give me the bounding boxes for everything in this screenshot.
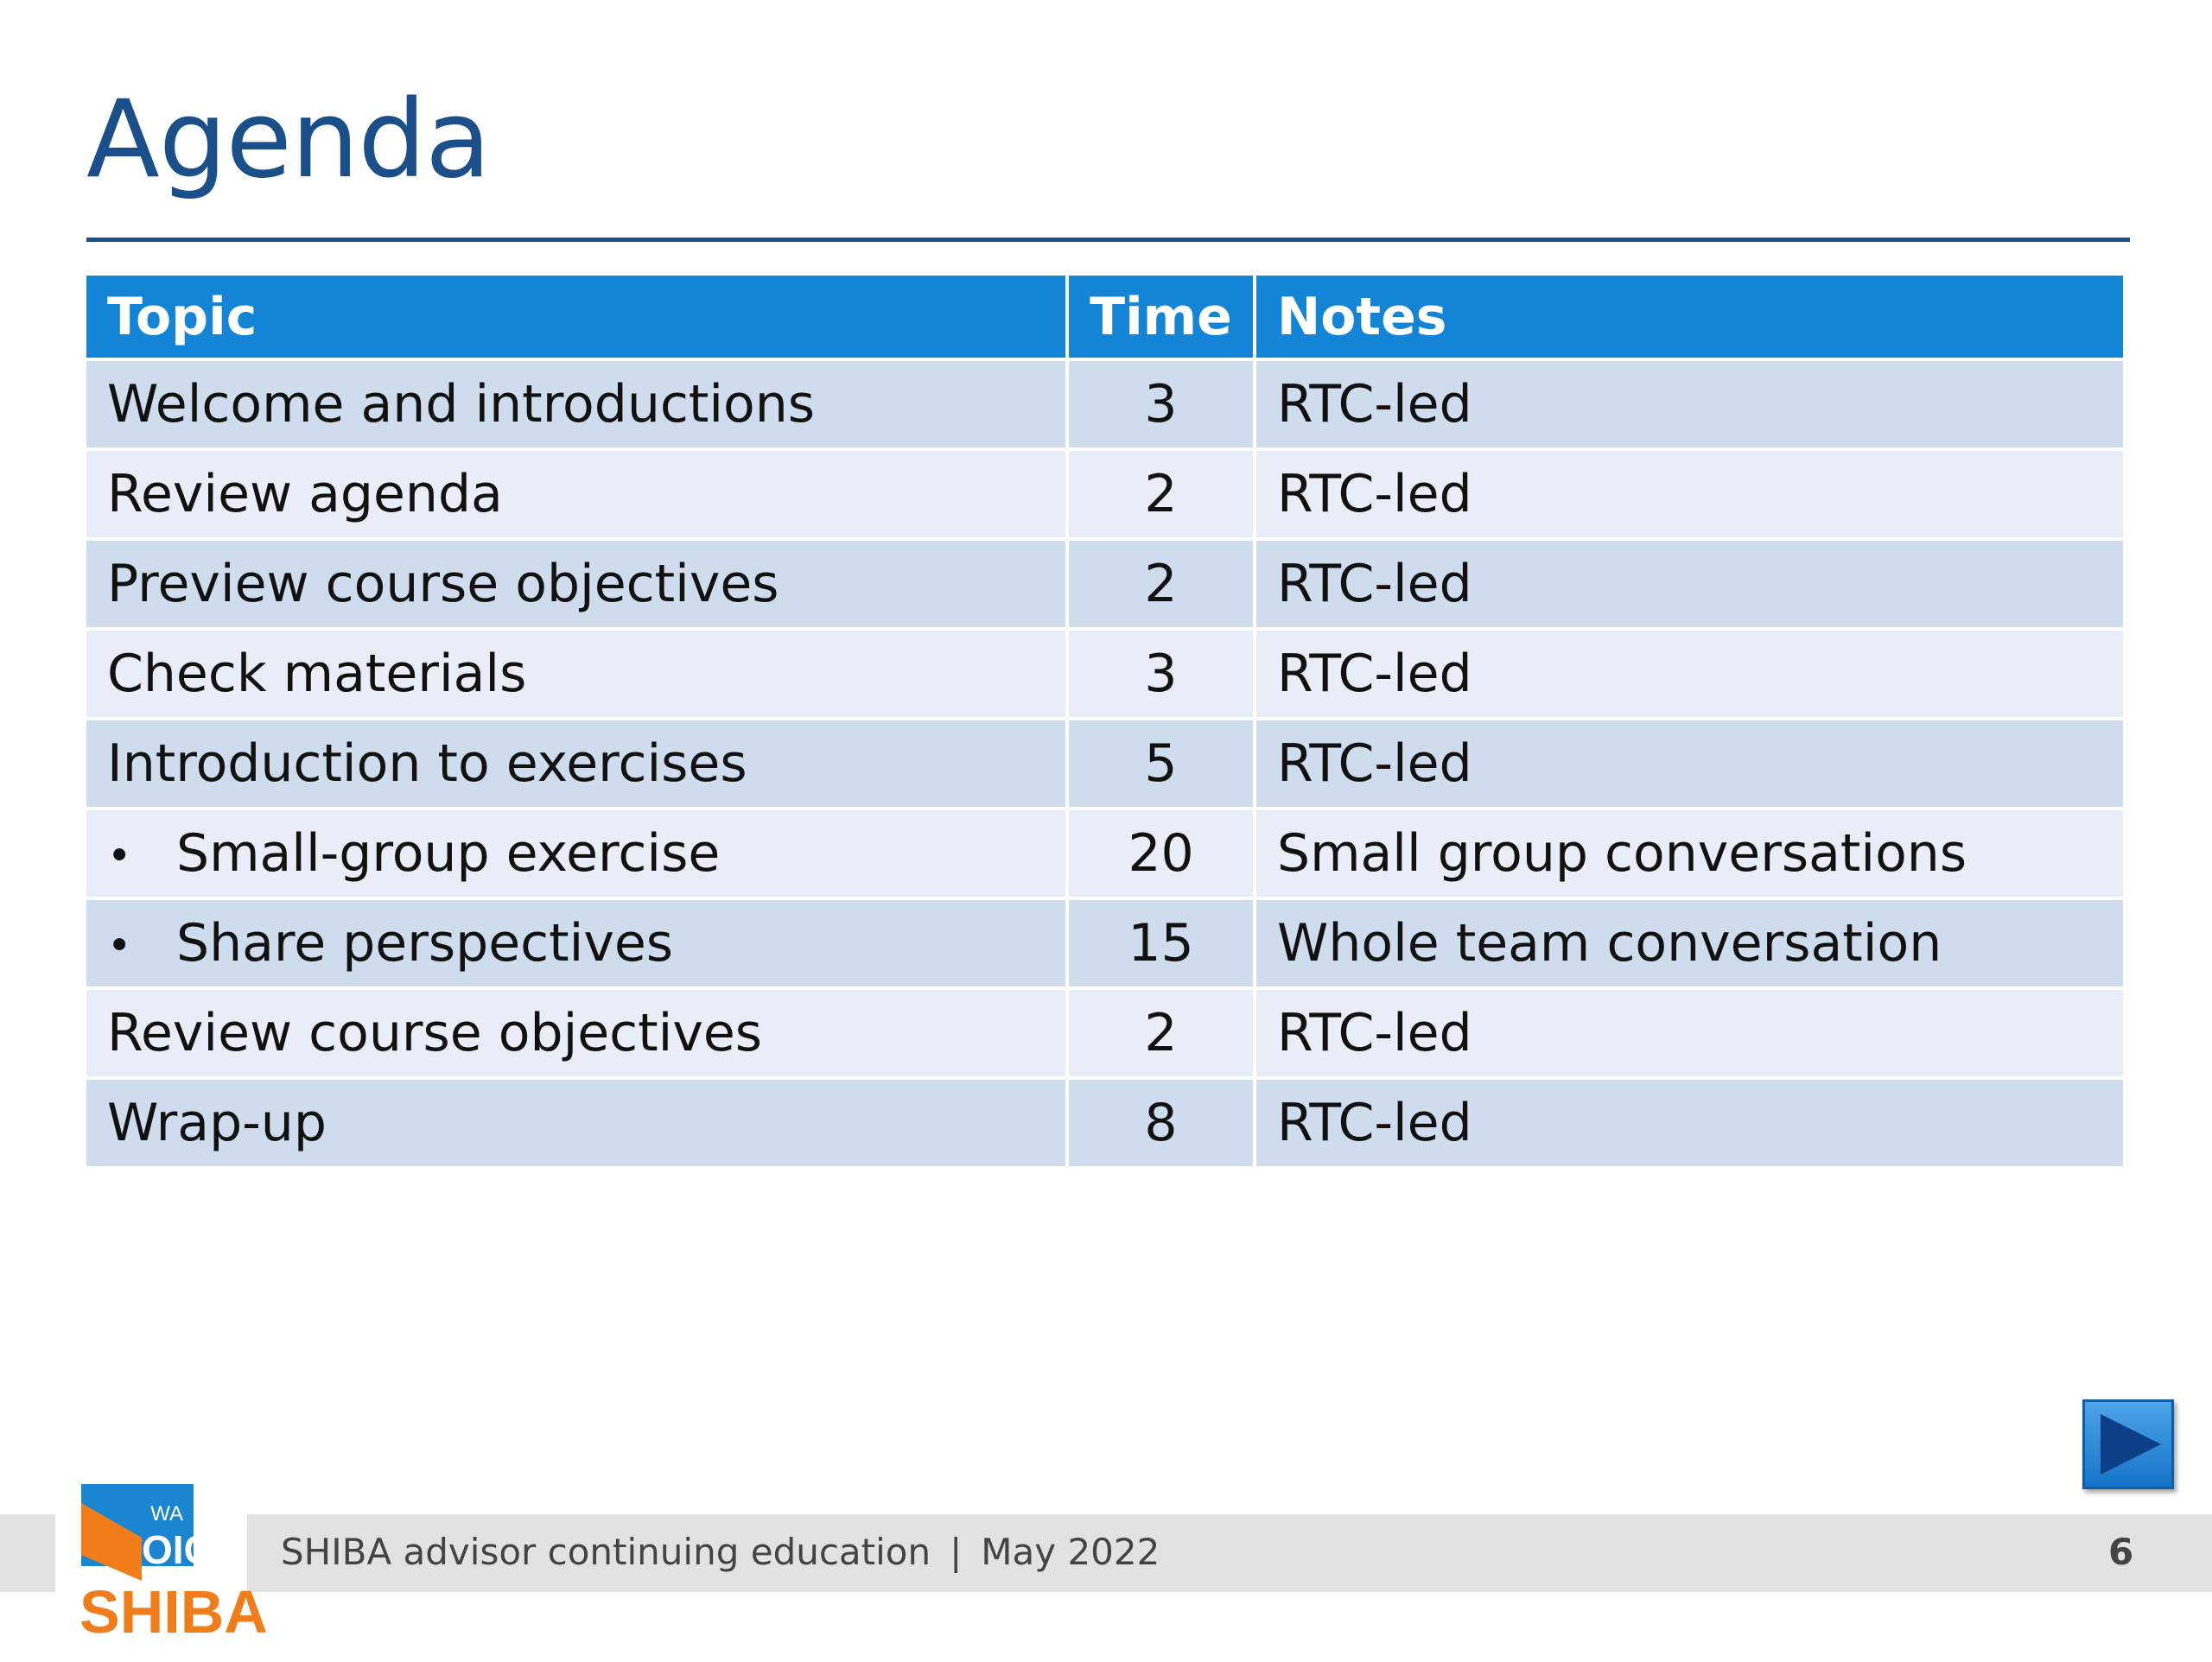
topic-cell [86, 631, 1065, 717]
table-row [86, 361, 2123, 447]
header-time: Time [1069, 276, 1253, 358]
footer-text [281, 1531, 1160, 1573]
time-cell: 2 [1069, 990, 1253, 1076]
table-row [86, 541, 2123, 627]
slide-title: Agenda [86, 78, 491, 202]
bullet-icon: • [107, 922, 132, 971]
topic-text: Wrap-up [107, 1093, 327, 1153]
logo-shiba: SHIBA [79, 1578, 268, 1646]
table-row [86, 990, 2123, 1076]
notes-cell: RTC-led [1256, 631, 2123, 717]
notes-cell: RTC-led [1256, 1080, 2123, 1166]
logo-graphic [55, 1469, 268, 1659]
time-cell: 5 [1069, 720, 1253, 807]
topic-text: Check materials [107, 644, 527, 704]
header-notes: Notes [1256, 276, 2123, 358]
time-cell: 15 [1069, 900, 1253, 986]
time-cell: 2 [1069, 541, 1253, 627]
topic-cell [86, 1080, 1065, 1166]
topic-text: Review agenda [107, 464, 503, 524]
next-slide-button[interactable] [2082, 1399, 2174, 1489]
topic-text: Preview course objectives [107, 554, 779, 614]
topic-cell [86, 990, 1065, 1076]
footer-separator: | [950, 1531, 963, 1573]
topic-text: Share perspectives [176, 913, 674, 974]
notes-cell: RTC-led [1256, 990, 2123, 1076]
topic-cell [86, 900, 1065, 986]
time-cell: 3 [1069, 361, 1253, 447]
play-triangle-icon [2085, 1402, 2171, 1487]
notes-cell: RTC-led [1256, 720, 2123, 807]
title-rule [86, 238, 2130, 242]
footer-course: SHIBA advisor continuing education [281, 1531, 931, 1573]
topic-text: Welcome and introductions [107, 374, 816, 435]
logo-oic: OIC [142, 1527, 213, 1572]
time-cell: 2 [1069, 451, 1253, 537]
agenda-table [83, 272, 2126, 1170]
time-cell: 3 [1069, 631, 1253, 717]
header-topic: Topic [86, 276, 1065, 358]
time-cell: 20 [1069, 810, 1253, 897]
topic-cell [86, 451, 1065, 537]
time-cell: 8 [1069, 1080, 1253, 1166]
notes-cell: Small group conversations [1256, 810, 2123, 897]
table-row [86, 1080, 2123, 1166]
notes-cell: RTC-led [1256, 541, 2123, 627]
notes-cell: Whole team conversation [1256, 900, 2123, 986]
notes-cell: RTC-led [1256, 451, 2123, 537]
table-body [86, 361, 2123, 1166]
table-row [86, 720, 2123, 807]
notes-cell: RTC-led [1256, 361, 2123, 447]
footer-date: May 2022 [981, 1531, 1160, 1573]
topic-text: Small-group exercise [176, 823, 721, 884]
topic-cell [86, 361, 1065, 447]
logo-wa: WA [150, 1502, 183, 1526]
table-row [86, 810, 2123, 897]
table-header-row [86, 276, 2123, 358]
topic-cell [86, 720, 1065, 807]
topic-text: Introduction to exercises [107, 733, 747, 794]
table-row [86, 451, 2123, 537]
table-row [86, 631, 2123, 717]
wa-oic-shiba-logo [55, 1469, 268, 1659]
table-row [86, 900, 2123, 986]
page-number: 6 [2108, 1531, 2134, 1573]
topic-text: Review course objectives [107, 1003, 763, 1063]
topic-cell [86, 810, 1065, 897]
bullet-icon: • [107, 832, 132, 881]
topic-cell [86, 541, 1065, 627]
